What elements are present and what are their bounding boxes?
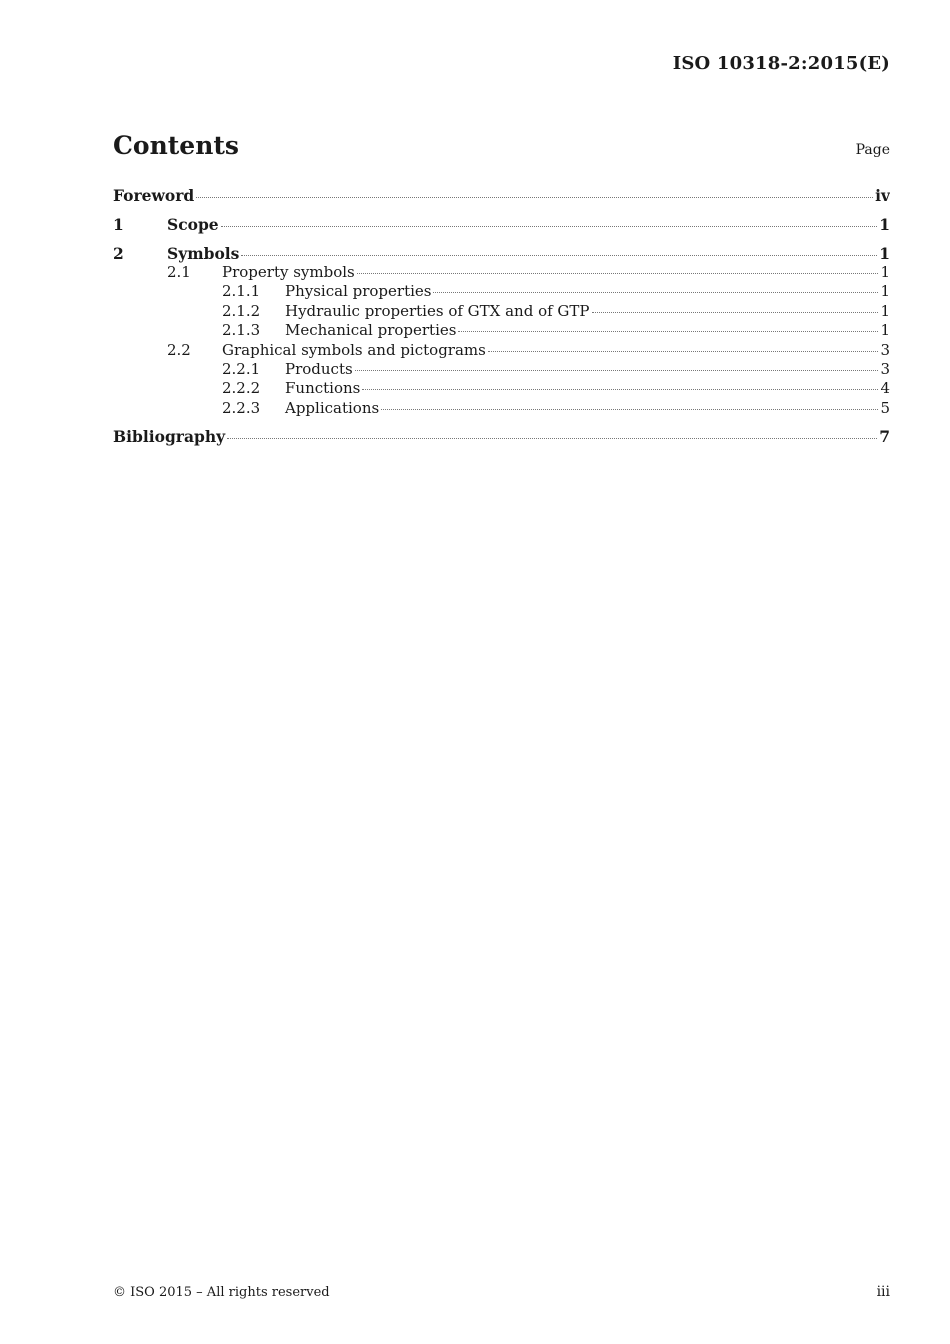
toc-number: 2 xyxy=(113,243,124,263)
toc-number: 2.2.1 xyxy=(222,359,261,378)
toc-leader xyxy=(592,312,879,313)
toc-entry-scope[interactable] xyxy=(113,215,890,234)
toc-page: 1 xyxy=(880,301,890,320)
page-column-label: Page xyxy=(855,142,890,158)
toc-entry-foreword[interactable] xyxy=(113,186,890,205)
toc-page: 7 xyxy=(879,427,890,447)
toc-page: 4 xyxy=(880,379,890,398)
toc-page: iv xyxy=(875,186,890,205)
toc-number: 2.1 xyxy=(167,262,191,281)
toc-page: 1 xyxy=(880,321,890,340)
toc-title: Property symbols xyxy=(222,262,355,281)
toc-page: 1 xyxy=(879,214,890,234)
toc-leader xyxy=(357,273,879,274)
toc-number: 2.1.1 xyxy=(222,282,261,301)
toc-title: Products xyxy=(285,359,353,378)
toc-entry-symbols[interactable] xyxy=(113,244,890,263)
toc-entry-applications[interactable] xyxy=(113,399,890,418)
toc-entry-hydraulic-properties[interactable] xyxy=(113,302,890,321)
toc-title: Scope xyxy=(167,214,219,234)
toc-entry-physical-properties[interactable] xyxy=(113,282,890,301)
toc-number: 2.1.2 xyxy=(222,301,261,320)
toc-entry-property-symbols[interactable] xyxy=(113,263,890,282)
document-id-header: ISO 10318-2:2015(E) xyxy=(672,53,890,74)
toc-title: Foreword xyxy=(113,186,195,205)
toc-page: 5 xyxy=(880,398,890,417)
toc-title: Hydraulic properties of GTX and of GTP xyxy=(285,301,590,320)
toc-number: 1 xyxy=(113,214,124,234)
toc-title: Applications xyxy=(285,398,380,417)
toc-entry-products[interactable] xyxy=(113,360,890,379)
contents-title: Contents xyxy=(113,131,240,160)
toc-number: 2.2.2 xyxy=(222,379,261,398)
toc-number: 2.1.3 xyxy=(222,321,261,340)
toc-page: 3 xyxy=(880,359,890,378)
toc-entry-graphical-symbols[interactable] xyxy=(113,341,890,360)
toc-page: 1 xyxy=(879,243,890,263)
toc-number: 2.2.3 xyxy=(222,398,261,417)
toc-entry-bibliography[interactable] xyxy=(113,427,890,446)
table-of-contents xyxy=(113,186,890,447)
toc-title: Bibliography xyxy=(113,427,226,447)
toc-title: Functions xyxy=(285,379,361,398)
toc-page: 1 xyxy=(880,262,890,281)
footer-copyright: © ISO 2015 – All rights reserved xyxy=(113,1285,330,1300)
toc-leader xyxy=(433,292,878,293)
toc-leader xyxy=(355,370,879,371)
toc-leader xyxy=(241,255,877,256)
toc-title: Mechanical properties xyxy=(285,321,457,340)
toc-title: Physical properties xyxy=(285,282,432,301)
toc-page: 1 xyxy=(880,282,890,301)
toc-title: Graphical symbols and pictograms xyxy=(222,340,486,359)
toc-leader xyxy=(196,197,873,198)
toc-leader xyxy=(227,438,877,439)
toc-leader xyxy=(458,331,878,332)
toc-number: 2.2 xyxy=(167,340,191,359)
toc-title: Symbols xyxy=(167,243,240,263)
toc-page: 3 xyxy=(880,340,890,359)
toc-leader xyxy=(221,226,878,227)
toc-entry-functions[interactable] xyxy=(113,379,890,398)
footer-page-number: iii xyxy=(876,1284,890,1300)
toc-entry-mechanical-properties[interactable] xyxy=(113,321,890,340)
toc-leader xyxy=(362,389,878,390)
toc-leader xyxy=(488,351,879,352)
toc-leader xyxy=(381,409,878,410)
